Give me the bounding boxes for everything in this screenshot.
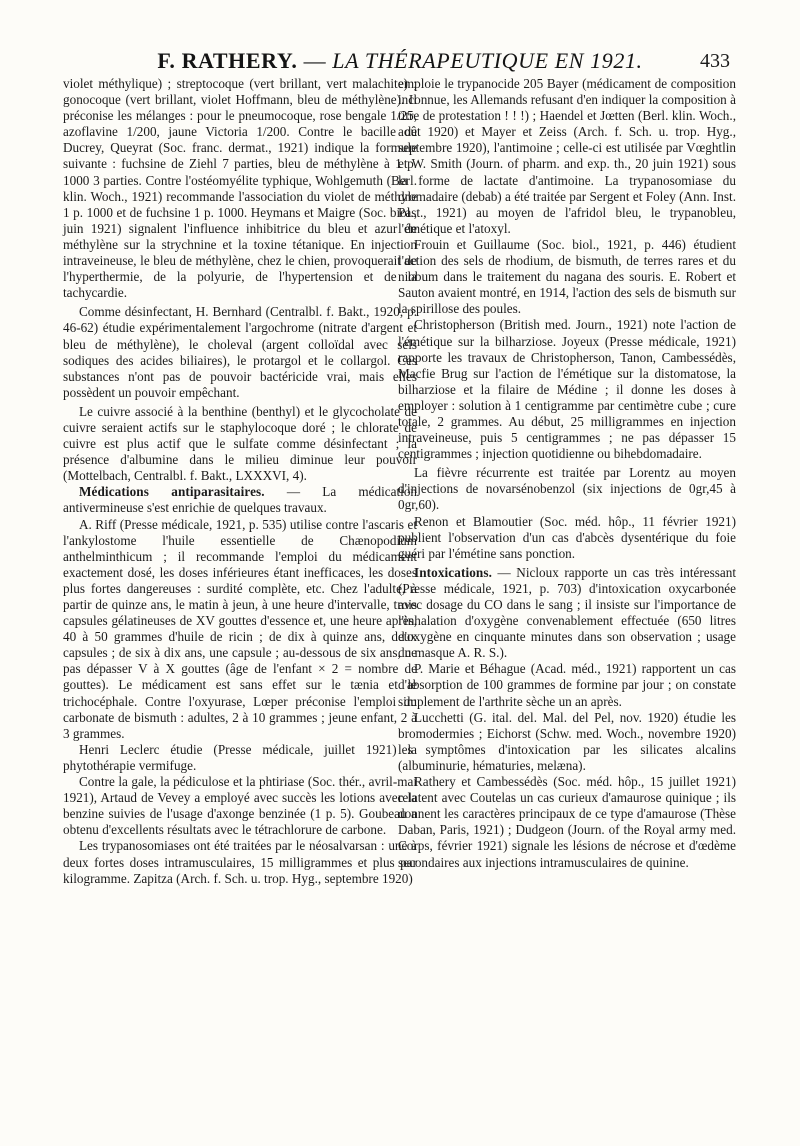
header-title: LA THÉRAPEUTIQUE EN 1921. [332,48,643,73]
paragraph: Contre la gale, la pédiculose et la phtiriase (Soc. thér., avril-mai 1921), Artaud de Vevey a employé avec succès les lotions avec la benzine suivies de l'usage d'axonge benzinée (1 p. 5). Goubeau a obtenu d'excellents résultats avec le tétrachlorure de carbone. [63,774,417,838]
section-paragraph [398,565,736,662]
paragraph-text: — Nicloux rapporte un cas très intéressant (Presse médicale, 1921, p. 703) d'intoxication oxycarbonée avec dosage du CO dans le sang ; il insiste sur l'importance de l'inhalation d'oxygène convenablement effectuée (650 litres d'oxygène en cinquante minutes dans son observation ; usage du masque A. R. S.). [398,564,737,661]
paragraph: La fièvre récurrente est traitée par Lorentz au moyen d'injections de novarsénobenzol (six injections de 0gr,45 à 0gr,60). [398,465,736,513]
header-author: F. RATHERY. [157,48,298,73]
running-title [0,48,800,74]
right-column [398,76,736,871]
paragraph-text: — La médication antivermineuse s'est enrichie de quelques travaux. [63,484,418,516]
paragraph: Rathery et Cambessédès (Soc. méd. hôp., 15 juillet 1921) relatent avec Coutelas un cas curieux d'amaurose quinique ; ils donnent les caractères principaux de ce type d'amaurose (Thèse Daban, Paris, 1921) ; Dudgeon (Journ. of the Royal army med. Corps, février 1921) signale les lésions de nécrose et d'œdème secondaires aux injections intramusculaires de quinine. [398,774,736,870]
paragraph: violet méthylique) ; streptocoque (vert brillant, vert malachite) ; gonocoque (vert brillant, violet Hoffmann, bleu de méthylène). Il préconise les mélanges : pour le pneumocoque, rose bengale 1/25, azoflavine 1/200, jaune Victoria 1/200. Contre le bacille de Ducrey, Queyrat (Soc. franc. dermat., 1921) indique la formule suivante : fuchsine de Ziehl 7 parties, bleu de méthylène à 1 p. 1000 3 parties. Contre l'ostéomyélite typhique, Wohlgemuth (Berl. klin. Woch., 1921) recommande l'association du violet de méthyle 1 p. 1000 et de fuchsine 1 p. 1000. Heymans et Maigre (Soc. biol., juin 1921) signalent l'influence inhibitrice du bleu et azur de méthylène sur la strychnine et la toxine tétanique. En injection intraveineuse, le bleu de méthylène, chez le chien, provoquerait de l'hyperthermie, de la polyurie, de l'hypertension et de la tachycardie. [63,76,417,301]
page-number: 433 [700,50,730,72]
paragraph: Christopherson (British med. Journ., 1921) note l'action de l'émétique sur la bilharziose. Joyeux (Presse médicale, 1921) rapporte les travaux de Christopherson, Tanon, Cambessédès, Macfie Brug sur l'action de l'émétique sur la distomatose, la bilharziose et la filaire de Médine ; il donne les doses à employer : solution à 1 centigramme par centimètre cube ; cure totale, 2 grammes. Au début, 25 milligrammes en injection intraveineuse, puis 5 centigrammes ; ne pas dépasser 15 centigrammes ; injection quotidienne ou bihebdomadaire. [398,317,736,462]
paragraph: emploie le trypanocide 205 Bayer (médicament de composition inconnue, les Allemands refusant d'en indiquer la composition à titre de protestation ! ! !) ; Haendel et Jœtten (Berl. klin. Woch., août 1920) et Mayer et Zeiss (Arch. f. Sch. u. trop. Hyg., septembre 1920), l'antimoine ; celle-ci est utilisée par Vœghtlin et W. Smith (Journ. of pharm. and exp. th., 20 juin 1921) sous la forme de lactate d'antimoine. La trypanosomiase du dromadaire (debab) a été traitée par Sergent et Foley (Ann. Inst. Past., 1921) au moyen de l'afridol bleu, le trypanobleu, l'émétique et l'atoxyl. [398,76,736,236]
paragraph: Renon et Blamoutier (Soc. méd. hôp., 11 février 1921) publient l'observation d'un cas d'abcès dysentérique du foie guéri par l'émétine sans ponction. [398,513,736,561]
paragraph: Le cuivre associé à la benthine (benthyl) et le glycocholate de cuivre seraient actifs sur le staphylocoque doré ; le chlorate de cuivre est plus actif que le sulfate comme désinfectant ; la présence d'albumine dans le milieu diminue leur pouvoir (Mottelbach, Centralbl. f. Bakt., LXXXVI, 4). [63,403,417,484]
left-column [63,76,417,887]
paragraph: Henri Leclerc étudie (Presse médicale, juillet 1921) la phytothérapie vermifuge. [63,741,417,773]
paragraph: Frouin et Guillaume (Soc. biol., 1921, p. 446) étudient l'action des sels de rhodium, de bismuth, de terres rares et du niobum dans le traitement du nagana des souris. E. Robert et Sauton avaient montré, en 1914, l'action des sels de bismuth sur la spirillose des poules. [398,236,736,317]
paragraph: Les trypanosomiases ont été traitées par le néosalvarsan : une à deux fortes doses intramusculaires, 15 milligrammes et plus par kilogramme. Zapitza (Arch. f. Sch. u. trop. Hyg., septembre 1920) [63,838,417,886]
section-heading: Médications antiparasitaires. [79,484,265,500]
paragraph: Comme désinfectant, H. Bernhard (Centralbl. f. Bakt., 1920, p. 46-62) étudie expérimentalement l'argochrome (nitrate d'argent et bleu de méthylène), le choleval (argent colloïdal avec sels sodiques des acides biliaires), le protargol et le collargol. Ces substances n'ont pas de pouvoir bactéricide vrai, mais elles possèdent un pouvoir empêchant. [63,304,417,400]
paragraph: P. Marie et Béhague (Acad. méd., 1921) rapportent un cas d'absorption de 100 grammes de formine par jour ; on constate simplement de l'arthrite sèche un an après. [398,661,736,709]
section-heading: Intoxications. [414,564,492,580]
paragraph: A. Riff (Presse médicale, 1921, p. 535) utilise contre l'ascaris et l'ankylostome l'huile essentielle de Chænopodium anthelminthicum ; il recommande l'emploi du médicament exactement dosé, les doses inférieures étant inefficaces, les doses plus fortes dangereuses : surdité complète, etc. Chez l'adulte, à partir de quinze ans, le matin à jeun, à une heure d'intervalle, trois capsules gélatineuses de XV gouttes d'essence et, une heure après, 40 à 50 grammes d'huile de ricin ; de dix à quinze ans, deux capsules ; de six à dix ans, une capsule ; au-dessous de six ans, ne pas dépasser V à X gouttes (âge de l'enfant × 2 = nombre de gouttes). Le médicament est sans effet sur le tænia et le trichocéphale. Contre l'oxyurase, Lœper préconise l'emploi du carbonate de bismuth : adultes, 2 à 10 grammes ; jeune enfant, 2 à 3 grammes. [63,516,417,741]
section-paragraph [63,484,417,516]
header-dash: — [303,48,327,73]
paragraph: Lucchetti (G. ital. del. Mal. del Pel, nov. 1920) étudie les bromodermies ; Eichorst (Schw. med. Woch., novembre 1920) les symptômes d'intoxication par les silicates alcalins (albuminurie, hématuries, melæna). [398,709,736,773]
